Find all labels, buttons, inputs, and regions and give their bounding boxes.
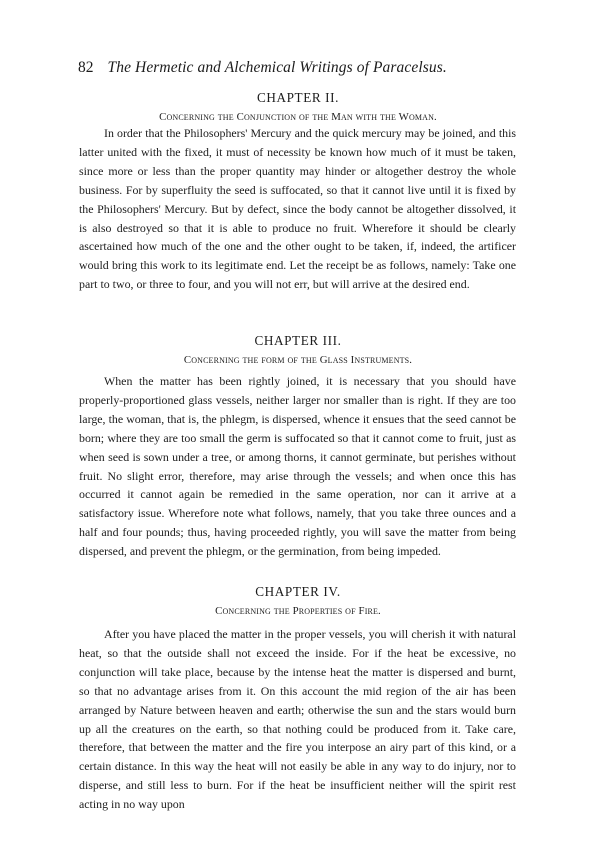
chapter-body-ii: In order that the Philosophers' Mercury and the quick mercury may be joined, and this latter united with the fixed, it must of necessity be known how much of it must be taken, since more or less than the proper quantity may hinder or altogether destroy the whole business. For by superfluity the seed is suffocated, so that it cannot live until it is fixed by the Philosophers' Mercury. But by defect, since the body cannot be altogether dissolved, it is also destroyed so that it is able to produce no fruit. Wherefore it should be clearly ascertained how much of the one and the other ought to be taken, if, indeed, the artificer would bring this work to its legitimate end. Let the receipt be as follows, namely: Take one part to two, or three to four, and you will not err, but will arrive at the desired end. bbox=[79, 126, 516, 292]
running-title: The Hermetic and Alchemical Writings of Paracelsus. bbox=[107, 59, 447, 76]
chapter-subtitle-ii: Concerning the Conjunction of the Man with the Woman. bbox=[159, 111, 437, 123]
chapter-body-iv: After you have placed the matter in the proper vessels, you will cherish it with natural heat, so that the outside shall not exceed the inside. For if the heat be excessive, no conjunction will take place, because by the intense heat the matter is dispersed and burnt, so that no advantage arises from it. On this account the mid region of the air has been arranged by Nature between heaven and earth; otherwise the sun and the stars would burn up all the creatures on the earth, so that nothing could be produced from it. Take care, therefore, that between the matter and the fire you interpose an airy part of this kind, or a certain distance. In this way the heat will not easily be able in any way to do injury, nor to disperse, and still less to burn. For if the heat be insufficient neither will the spirit rest acting in no way upon bbox=[79, 627, 516, 812]
chapter-subtitle-iii: Concerning the form of the Glass Instruments. bbox=[183, 354, 413, 366]
chapter-body-iii: When the matter has been rightly joined, it is necessary that you should have properly-proportioned glass vessels, neither larger nor smaller than is right. If they are too large, the woman, that is, the phlegm, is dispersed, whence it ensues that the seed cannot be born; where they are too small the germ is suffocated so that it cannot come to fruit, just as when seed is sown under a tree, or among thorns, it cannot germinate, but perishes without fruit. No slight error, therefore, may arise through the vessels; and when once this has occurred it cannot again be remedied in the same operation, nor can it arrive at a satisfactory issue. Wherefore note what follows, namely, that you take three ounces and a half and four pounds; thus, having proceeded rightly, you will save the matter from being dispersed, and prevent the phlegm, or the germination, from being impeded. bbox=[79, 374, 516, 559]
page-number: 82 bbox=[78, 59, 94, 76]
chapter-heading-iv: CHAPTER IV. bbox=[255, 584, 341, 599]
running-header bbox=[78, 58, 518, 78]
chapter-heading-ii: CHAPTER II. bbox=[256, 90, 340, 105]
chapter-heading-iii: CHAPTER III. bbox=[254, 333, 342, 348]
chapter-subtitle-iv: Concerning the Properties of Fire. bbox=[215, 605, 381, 617]
